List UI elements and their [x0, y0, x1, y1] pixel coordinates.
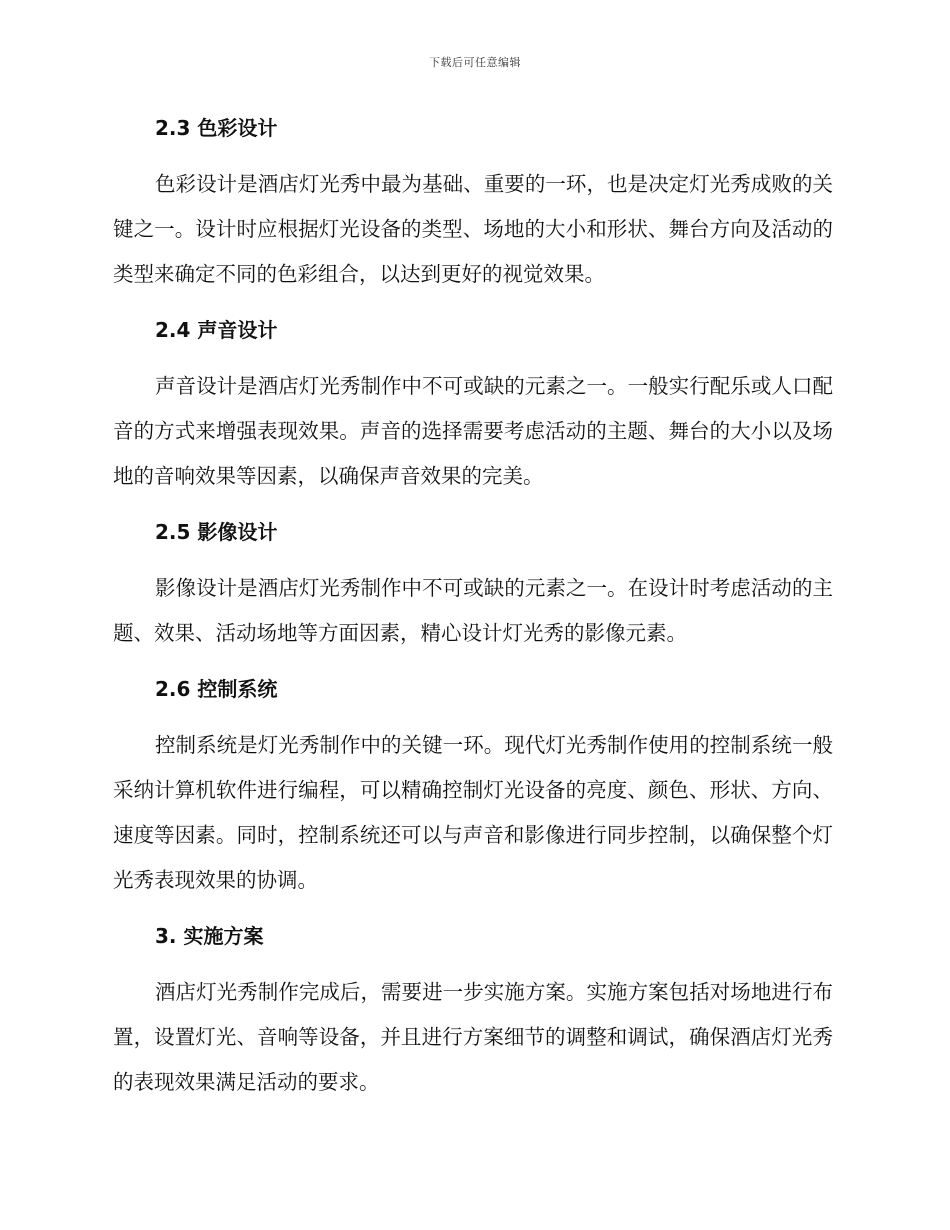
section-heading: 2.4 声音设计 [155, 318, 278, 342]
section-image-design [113, 512, 833, 656]
section-sound-design [113, 310, 833, 499]
section-paragraph: 色彩设计是酒店灯光秀中最为基础、重要的一环，也是决定灯光秀成败的关键之一。设计时应根据灯光设备的类型、场地的大小和形状、舞台方向及活动的类型来确定不同的色彩组合，以达到更好的视觉效果。 [113, 172, 833, 286]
document-body [113, 108, 833, 1118]
section-control-system [113, 669, 833, 903]
section-paragraph: 影像设计是酒店灯光秀制作中不可或缺的元素之一。在设计时考虑活动的主题、效果、活动场地等方面因素，精心设计灯光秀的影像元素。 [113, 576, 833, 645]
section-color-design [113, 108, 833, 297]
section-paragraph: 酒店灯光秀制作完成后，需要进一步实施方案。实施方案包括对场地进行布置，设置灯光、音响等设备，并且进行方案细节的调整和调试，确保酒店灯光秀的表现效果满足活动的要求。 [113, 980, 833, 1094]
section-implementation-plan [113, 916, 833, 1105]
section-paragraph: 声音设计是酒店灯光秀制作中不可或缺的元素之一。一般实行配乐或人口配音的方式来增强表现效果。声音的选择需要考虑活动的主题、舞台的大小以及场地的音响效果等因素，以确保声音效果的完美。 [113, 374, 833, 488]
section-paragraph: 控制系统是灯光秀制作中的关键一环。现代灯光秀制作使用的控制系统一般采纳计算机软件进行编程，可以精确控制灯光设备的亮度、颜色、形状、方向、速度等因素。同时，控制系统还可以与声音和影像进行同步控制，以确保整个灯光秀表现效果的协调。 [113, 733, 833, 892]
section-heading: 3. 实施方案 [155, 924, 264, 948]
section-heading: 2.5 影像设计 [155, 520, 278, 544]
section-heading: 2.6 控制系统 [155, 677, 278, 701]
section-heading: 2.3 色彩设计 [155, 116, 278, 140]
page-header: 下载后可任意编辑 [429, 56, 521, 69]
